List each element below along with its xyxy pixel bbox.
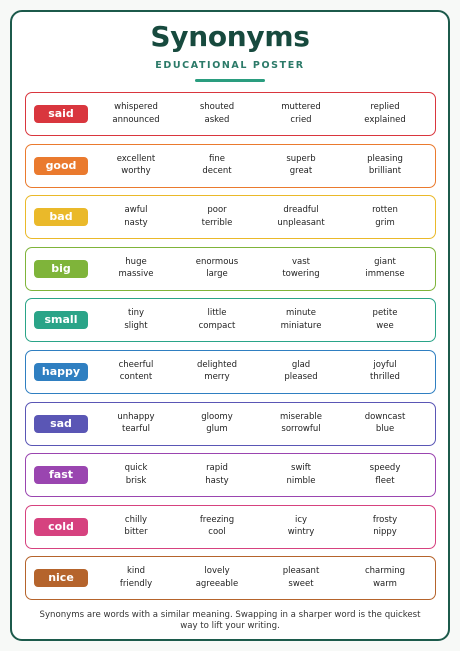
synonym-word: nimble [286,475,316,486]
synonym-pair [98,359,174,384]
word-tag: good [34,157,88,175]
synonym-word: worthy [121,166,151,177]
synonym-pair [179,153,255,178]
synonym-word: massive [118,269,154,280]
synonym-word: pleasant [282,566,320,577]
synonym-word: agreeable [195,578,239,589]
synonym-word: wintry [287,527,315,538]
synonym-word: blue [375,424,395,435]
synonym-pair [263,462,339,487]
synonym-word: joyful [373,359,397,370]
synonym-row-small [25,298,436,342]
synonym-pair [347,101,423,126]
synonym-pair [98,565,174,590]
synonym-word: kind [126,566,146,577]
synonym-word: miserable [280,411,322,422]
synonym-word: vast [291,256,310,267]
synonym-word: awful [124,205,148,216]
synonym-word: unhappy [117,411,155,422]
synonym-pair [263,204,339,229]
synonym-pair [347,256,423,281]
synonym-word: glum [206,424,228,435]
synonym-pair [347,462,423,487]
synonym-pair [263,256,339,281]
synonym-pair [179,565,255,590]
synonym-pair [98,153,174,178]
synonym-word: explained [364,114,406,125]
synonym-pair [179,359,255,384]
synonym-word: fleet [375,475,395,486]
synonym-word: dreadful [283,205,319,216]
synonym-word: minute [286,308,316,319]
synonym-pair [263,514,339,539]
synonym-word: grim [375,217,395,228]
synonym-word: slight [124,320,148,331]
synonym-word: asked [204,114,230,125]
synonym-row-nice [25,556,436,600]
synonym-word: fine [209,153,225,164]
word-tag: nice [34,569,88,587]
synonym-row-cold [25,505,436,549]
synonym-word: tearful [121,424,150,435]
synonym-row-good [25,144,436,188]
synonym-word: large [206,269,228,280]
word-tag: sad [34,415,88,433]
synonym-word: miniature [280,320,322,331]
synonym-word: shouted [199,102,235,112]
synonym-word: unpleasant [277,217,325,228]
word-tag: said [34,105,88,123]
synonym-row-big [25,247,436,291]
synonym-word: nippy [373,527,397,538]
synonym-word: speedy [369,463,401,474]
synonym-word: compact [198,320,236,331]
synonym-word: delighted [196,359,238,370]
synonym-pair [347,565,423,590]
synonym-word: announced [112,114,160,125]
synonym-pair [347,153,423,178]
synonym-pair [347,204,423,229]
synonym-word: freezing [199,514,235,525]
synonym-pair [179,101,255,126]
synonym-word: brisk [125,475,147,486]
synonym-word: quick [124,463,148,474]
synonym-row-happy [25,350,436,394]
word-tag: small [34,311,88,329]
synonym-pair [98,411,174,436]
poster-title: Synonyms [150,20,310,53]
synonym-pair [179,411,255,436]
synonym-word: lovely [204,566,230,577]
word-tag: fast [34,466,88,484]
synonym-word: rotten [372,205,398,216]
synonym-word: superb [286,153,316,164]
synonym-pair [179,514,255,539]
synonym-pair [98,462,174,487]
synonym-pair [98,204,174,229]
synonym-word: gloomy [201,411,233,422]
synonym-pair [263,307,339,332]
synonym-word: bitter [124,527,148,538]
synonym-pair [179,307,255,332]
synonym-word: wee [376,320,394,331]
synonym-row-bad [25,195,436,239]
synonym-word: cool [208,527,226,538]
synonym-word: chilly [124,514,148,525]
synonym-word: merry [204,372,230,383]
word-tag: cold [34,518,88,536]
synonym-pair [263,101,339,126]
synonym-pair [263,153,339,178]
synonym-pair [263,565,339,590]
synonym-word: terrible [201,217,233,228]
synonym-word: tiny [127,308,145,319]
synonym-word: friendly [119,578,153,589]
synonym-word: petite [372,308,398,319]
synonym-pair [98,101,174,126]
synonym-word: sorrowful [281,424,321,435]
synonym-word: charming [364,566,406,577]
synonym-rows [25,92,436,608]
synonym-word: nasty [124,217,148,228]
synonym-pair [179,462,255,487]
synonym-word: glad [291,359,311,370]
synonym-word: excellent [116,153,156,164]
synonym-word: swift [291,463,311,474]
synonym-word: great [289,166,313,177]
synonym-word: poor [207,205,227,216]
synonym-word: rapid [206,463,228,474]
synonym-pair [179,204,255,229]
footer-note: Synonyms are words with a similar meaning. Swapping in a sharper word is the quickest way to lift your writing. [39,610,421,631]
synonym-pair [347,411,423,436]
synonym-word: pleased [284,372,318,383]
synonym-word: cheerful [118,359,154,370]
synonym-word: enormous [195,256,239,267]
synonym-word: giant [374,256,396,267]
synonym-word: downcast [364,411,406,422]
synonym-word: hasty [205,475,229,486]
title-underline [195,79,265,82]
synonym-pair [347,307,423,332]
synonym-pair [263,359,339,384]
synonym-pair [98,307,174,332]
synonym-word: replied [370,102,400,112]
word-tag: bad [34,208,88,226]
poster-subtitle: EDUCATIONAL POSTER [155,60,305,71]
synonym-word: huge [125,256,147,267]
synonym-word: whispered [114,102,158,112]
synonym-word: decent [202,166,232,177]
synonym-word: sweet [288,578,314,589]
synonym-pair [98,256,174,281]
synonym-pair [179,256,255,281]
synonym-pair [263,411,339,436]
synonym-word: immense [365,269,405,280]
synonym-word: pleasing [367,153,403,164]
synonym-word: little [207,308,227,319]
synonym-word: muttered [281,102,321,112]
synonym-word: content [119,372,153,383]
synonym-row-fast [25,453,436,497]
synonym-pair [98,514,174,539]
word-tag: happy [34,363,88,381]
synonym-word: frosty [372,514,398,525]
synonym-row-sad [25,402,436,446]
synonym-pair [347,514,423,539]
synonym-row-said [25,92,436,136]
synonym-word: thrilled [370,372,400,383]
synonym-word: warm [373,578,397,589]
synonym-word: icy [294,514,308,525]
word-tag: big [34,260,88,278]
synonym-word: brilliant [368,166,402,177]
synonym-pair [347,359,423,384]
synonym-word: cried [290,114,312,125]
synonym-word: towering [282,269,320,280]
